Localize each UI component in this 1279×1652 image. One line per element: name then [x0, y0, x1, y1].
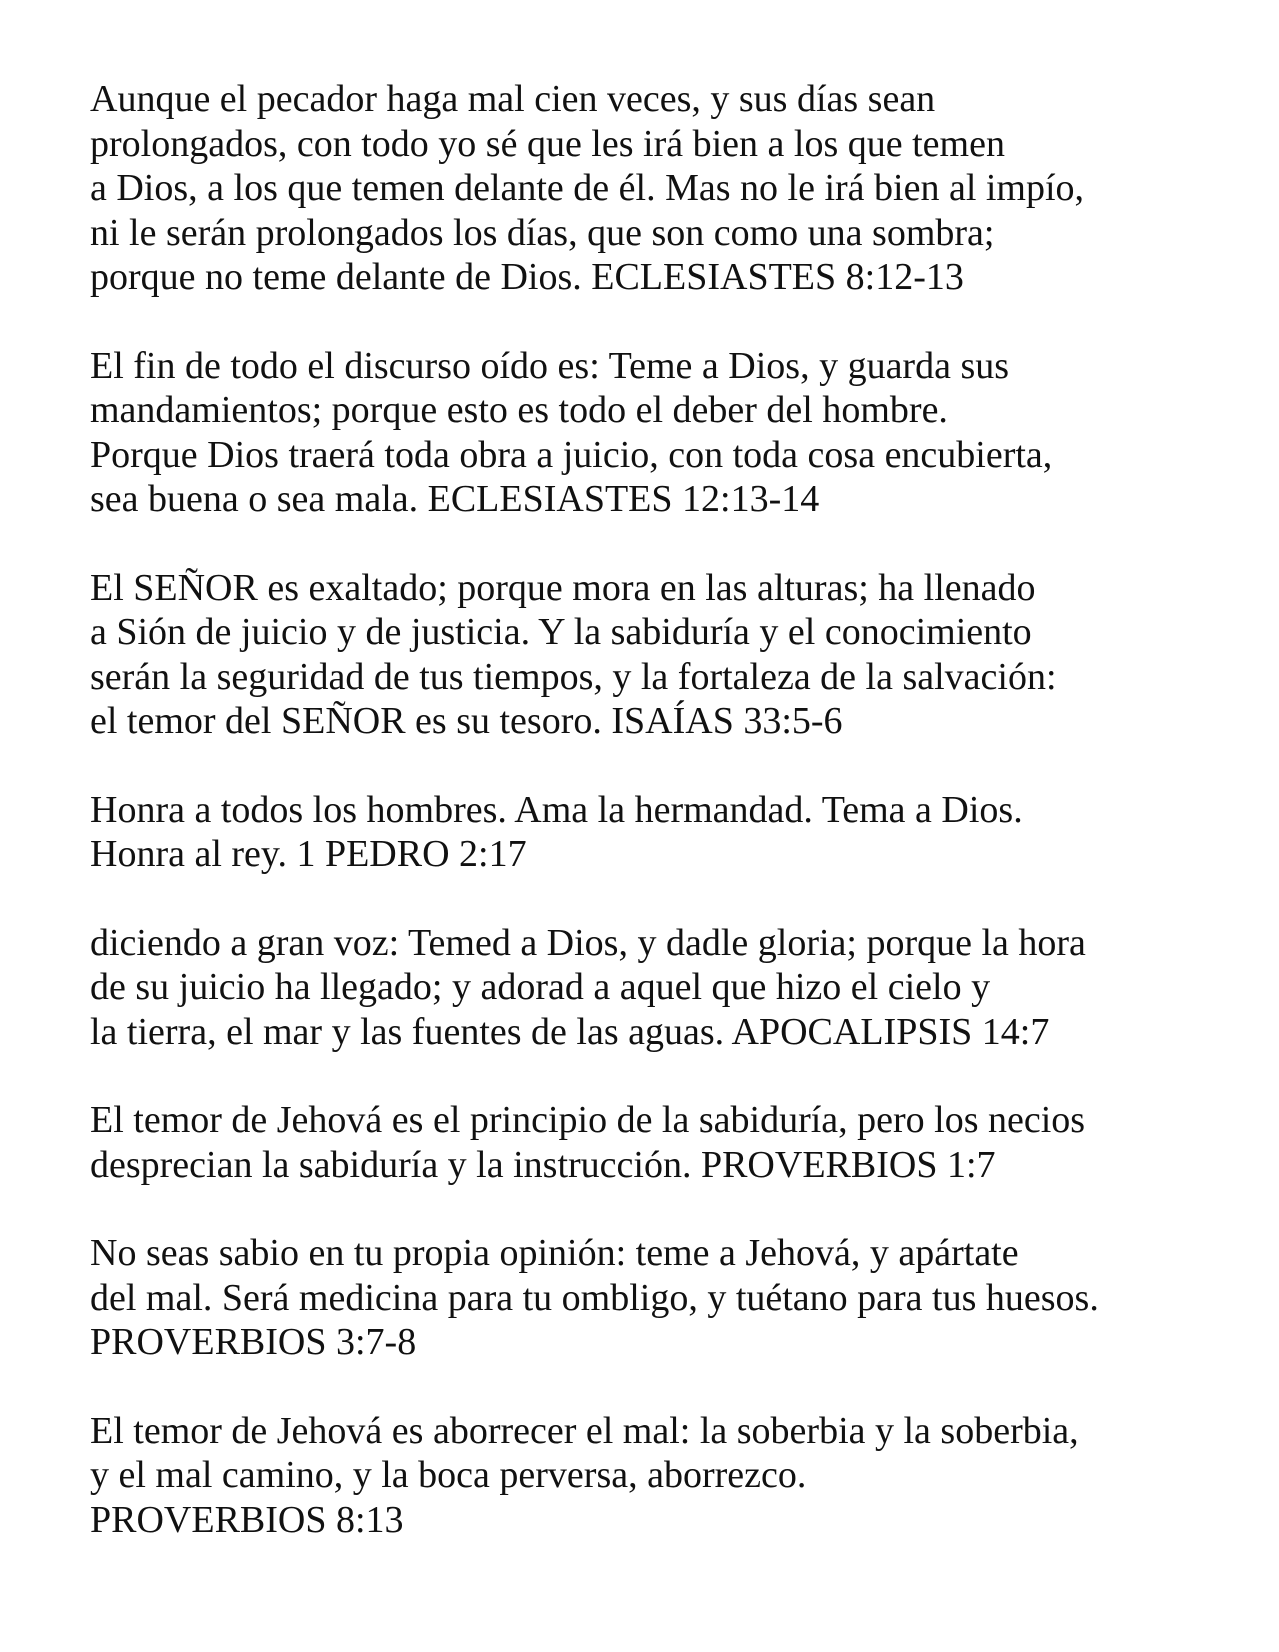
verse-line: Honra al rey. 1 PEDRO 2:17 [90, 833, 527, 875]
verse-eclesiastes-8-12 [90, 77, 1220, 300]
verse-line: del mal. Será medicina para tu ombligo, y tuétano para tus huesos. [90, 1276, 1099, 1319]
verse-line: El temor de Jehová es el principio de la sabiduría, pero los necios [90, 1099, 1086, 1141]
verse-line: la tierra, el mar y las fuentes de las aguas. APOCALIPSIS 14:7 [90, 1010, 1050, 1053]
verse-line: porque no teme delante de Dios. ECLESIASTES 8:12-13 [90, 256, 964, 298]
verse-eclesiastes-12-13 [90, 344, 1220, 522]
verse-line: a Sión de juicio y de justicia. Y la sabiduría y el conocimiento [90, 611, 1032, 653]
verse-line: El SEÑOR es exaltado; porque mora en las alturas; ha llenado [90, 566, 1036, 609]
document-page [90, 77, 1220, 1586]
verse-line: No seas sabio en tu propia opinión: teme a Jehová, y apártate [90, 1232, 1019, 1274]
verse-line: el temor del SEÑOR es su tesoro. ISAÍAS 33:5-6 [90, 700, 843, 742]
verse-line: desprecian la sabiduría y la instrucción. PROVERBIOS 1:7 [90, 1143, 996, 1186]
verse-line: El fin de todo el discurso oído es: Teme a Dios, y guarda sus [90, 344, 1010, 387]
verse-line: Honra a todos los hombres. Ama la hermandad. Tema a Dios. [90, 788, 1023, 831]
verse-line: prolongados, con todo yo sé que les irá bien a los que temen [90, 122, 1005, 165]
verse-1-pedro-2-17 [90, 788, 1220, 877]
verse-line: serán la seguridad de tus tiempos, y la fortaleza de la salvación: [90, 655, 1057, 698]
verse-line: PROVERBIOS 8:13 [90, 1498, 404, 1541]
verse-line: ni le serán prolongados los días, que son como una sombra; [90, 211, 995, 254]
verse-apocalipsis-14-7 [90, 921, 1220, 1055]
verse-line: a Dios, a los que temen delante de él. Mas no le irá bien al impío, [90, 167, 1085, 209]
verse-proverbios-8-13 [90, 1409, 1220, 1543]
verse-proverbios-1-7 [90, 1098, 1220, 1187]
verse-isaias-33-5 [90, 566, 1220, 744]
verse-line: sea buena o sea mala. ECLESIASTES 12:13-14 [90, 478, 820, 520]
verse-line: mandamientos; porque esto es todo el deber del hombre. [90, 389, 948, 431]
verse-line: El temor de Jehová es aborrecer el mal: la soberbia y la soberbia, [90, 1409, 1079, 1452]
verse-line: de su juicio ha llegado; y adorad a aquel que hizo el cielo y [90, 966, 991, 1008]
verse-line: Porque Dios traerá toda obra a juicio, con toda cosa encubierta, [90, 433, 1053, 476]
verse-line: Aunque el pecador haga mal cien veces, y sus días sean [90, 78, 936, 120]
verse-line: PROVERBIOS 3:7-8 [90, 1321, 417, 1363]
verse-proverbios-3-7 [90, 1231, 1220, 1365]
verse-line: y el mal camino, y la boca perversa, aborrezco. [90, 1454, 807, 1496]
verse-line: diciendo a gran voz: Temed a Dios, y dadle gloria; porque la hora [90, 921, 1086, 964]
